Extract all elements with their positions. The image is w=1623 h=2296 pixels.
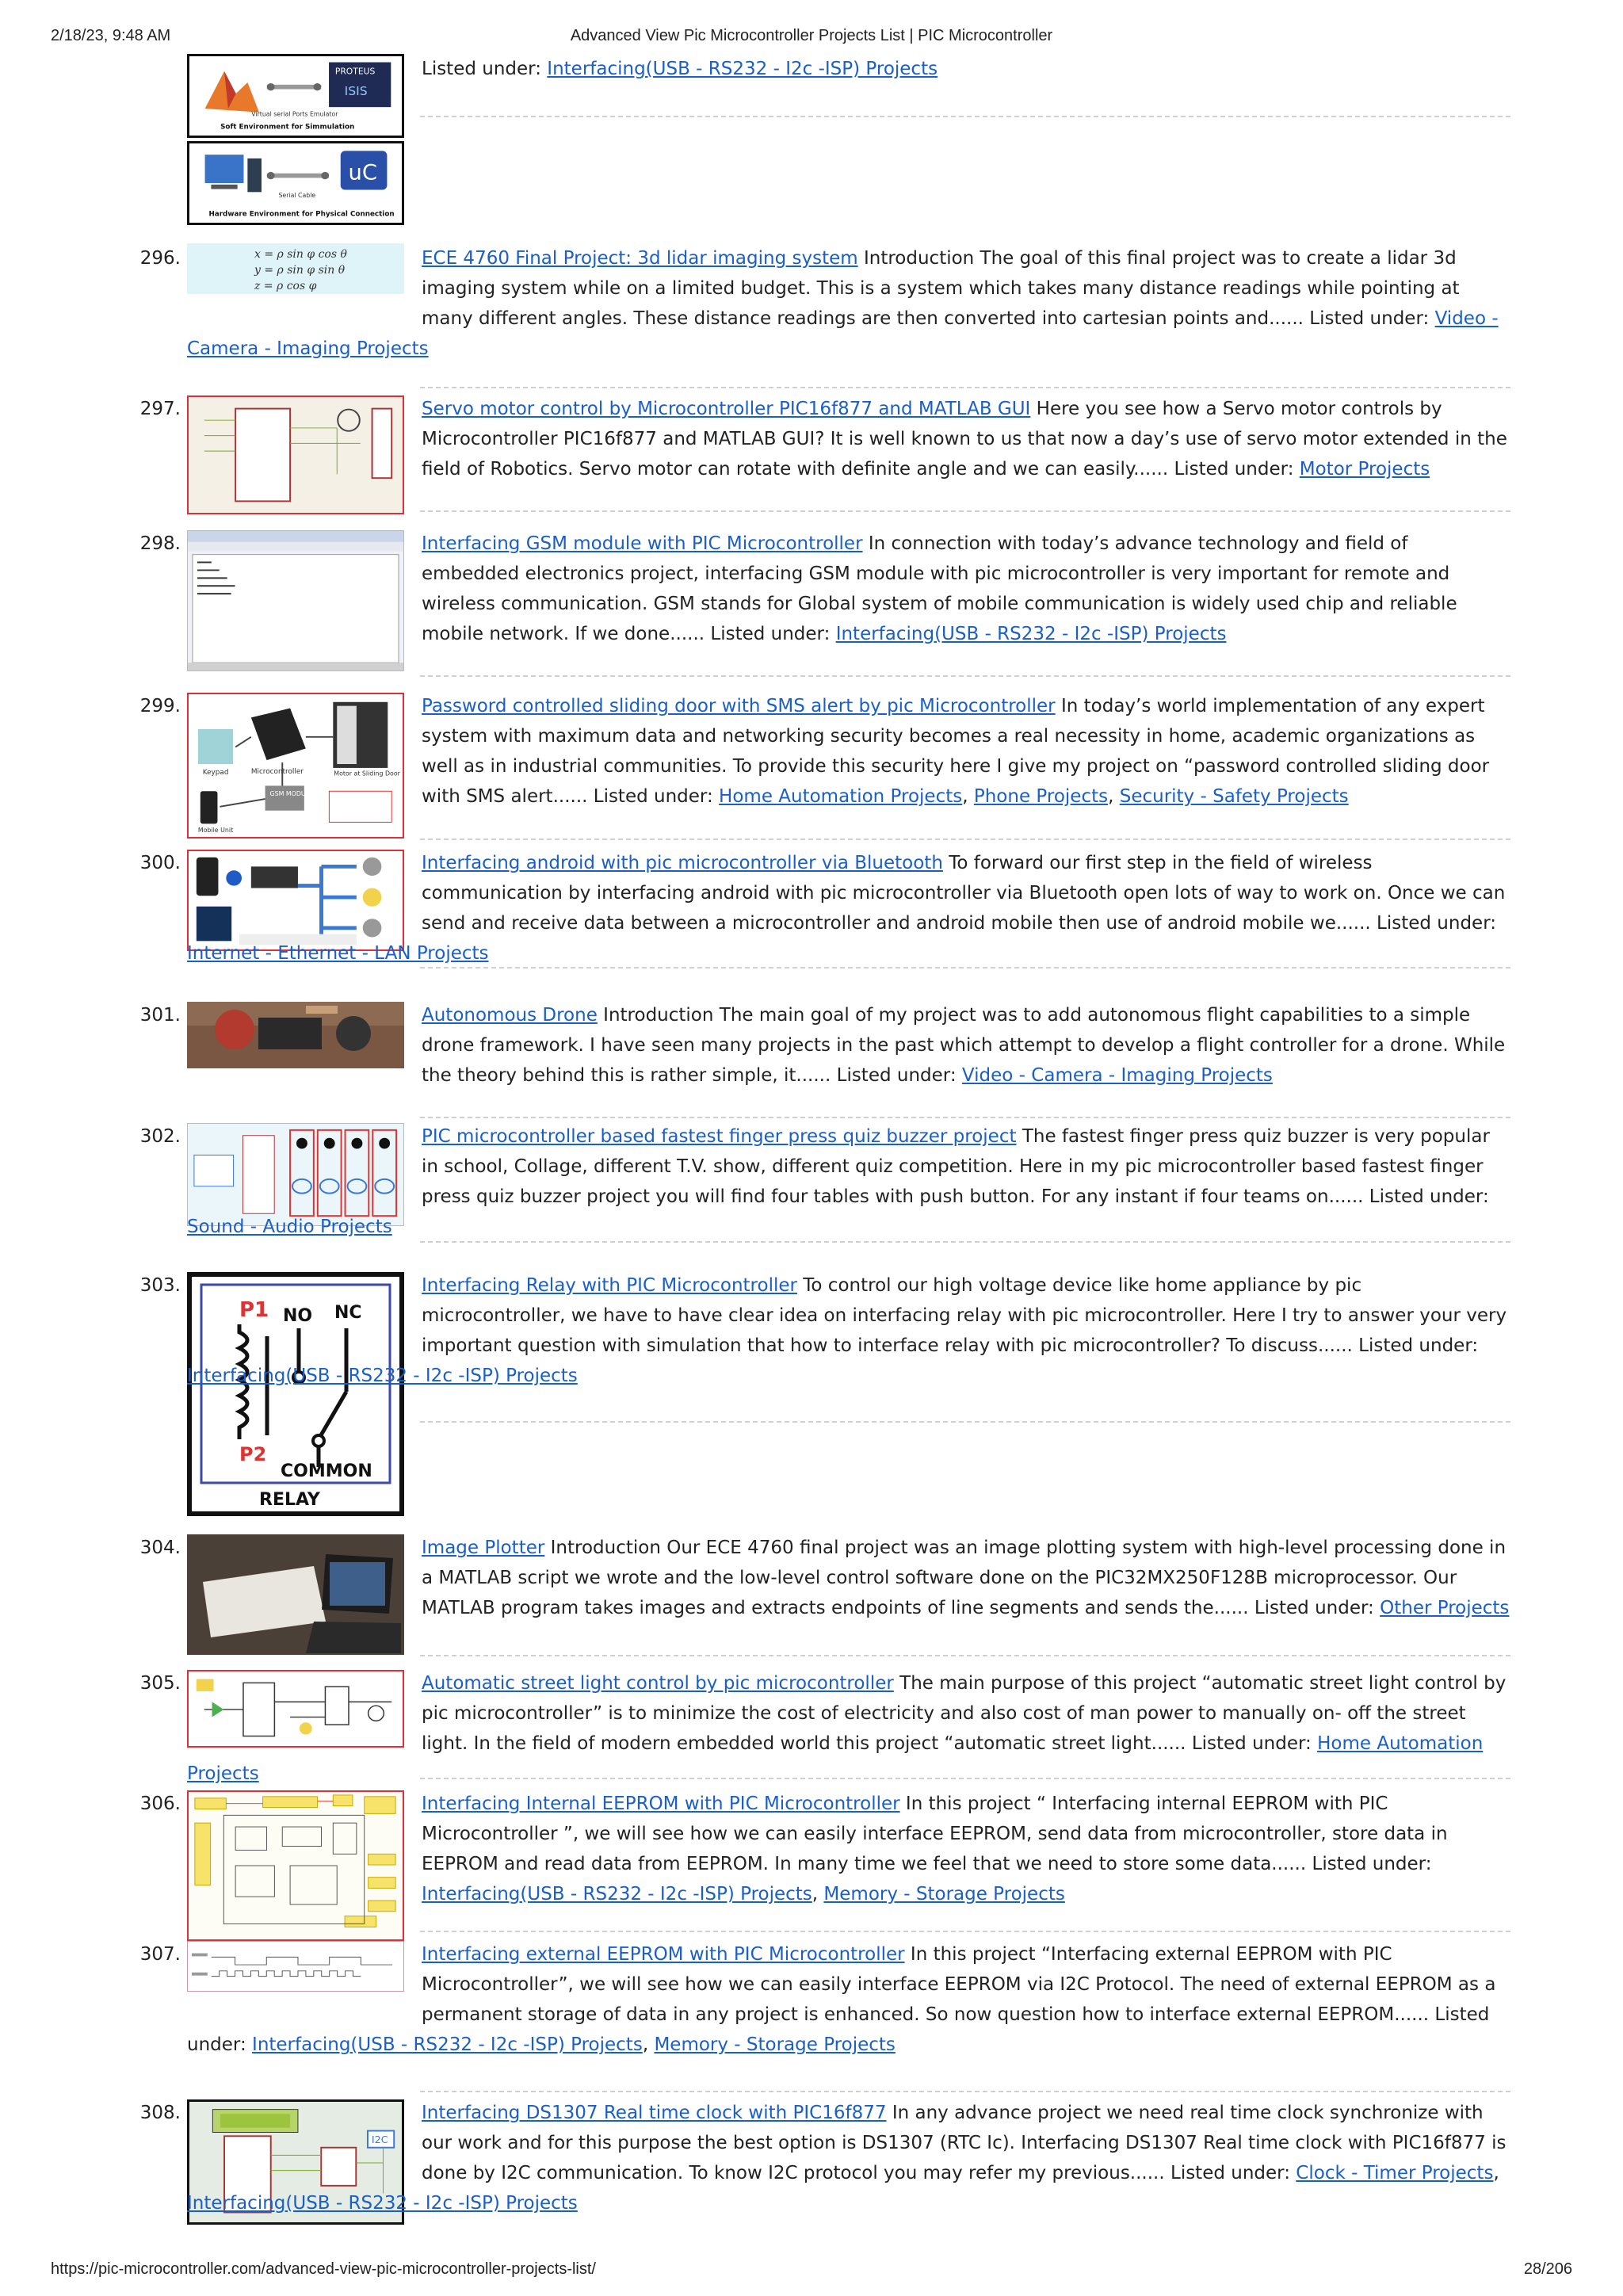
- svg-text:Serial Cable: Serial Cable: [278, 192, 316, 199]
- category-link[interactable]: Home Automation Projects: [719, 786, 963, 807]
- category-link[interactable]: Memory - Storage Projects: [823, 1884, 1065, 1904]
- svg-text:COMMON: COMMON: [281, 1461, 372, 1481]
- category-link[interactable]: Video - Camera - Imaging Projects: [961, 1065, 1273, 1086]
- item-number: 308.: [139, 2103, 181, 2123]
- category-link[interactable]: Interfacing(USB - RS232 - I2c -ISP) Projects: [422, 1884, 812, 1904]
- project-description: Introduction Our ECE 4760 final project was an image plotting system with high-level processing done in a MATLAB script we wrote and the low-level control software done on the PIC32MX250F128B microprocessor. Our MATLAB program takes images and extracts endpoints of line segments and sends the......: [422, 1538, 1507, 1618]
- item-number: 301.: [139, 1005, 181, 1026]
- svg-text:y = ρ sin φ sin θ: y = ρ sin φ sin θ: [254, 264, 346, 277]
- project-description: Introduction The main goal of my project was to add autonomous flight capabilities to a simple drone framework. I have seen many projects in the past which attempt to develop a flight controller for a drone. While the theory behind this is rather simple, it......: [422, 1005, 1506, 1086]
- item-number: 300.: [139, 853, 181, 873]
- thumbnail-hardware[interactable]: [187, 141, 404, 225]
- svg-text:GSM MODULE: GSM MODULE: [269, 790, 314, 798]
- svg-text:Soft Environment for Simmulati: Soft Environment for Simmulation: [220, 123, 355, 132]
- svg-text:x = ρ sin φ cos θ: x = ρ sin φ cos θ: [254, 248, 347, 261]
- project-description: The main purpose of this project “automatic street light control by pic microcontroller” is to minimize the cost of electricity and also cost of man power to manually on- off the street light. In the field of modern embedded world this project “automatic street light......: [422, 1673, 1507, 1754]
- svg-text:Keypad: Keypad: [202, 768, 229, 777]
- category-link[interactable]: Phone Projects: [973, 786, 1109, 807]
- project-title-link[interactable]: Automatic street light control by pic microcontroller: [422, 1673, 894, 1694]
- category-link[interactable]: Clock - Timer Projects: [1296, 2163, 1494, 2183]
- category-link[interactable]: Interfacing(USB - RS232 - I2c -ISP) Projects: [187, 1366, 578, 1386]
- page-number: 28/206: [1523, 2260, 1572, 2278]
- project-title-link[interactable]: Interfacing Relay with PIC Microcontroller: [422, 1275, 797, 1296]
- project-title-link[interactable]: Image Plotter: [422, 1538, 545, 1558]
- category-link[interactable]: Internet - Ethernet - LAN Projects: [187, 943, 489, 964]
- category-link[interactable]: Security - Safety Projects: [1119, 786, 1349, 807]
- category-link[interactable]: Interfacing(USB - RS232 - I2c -ISP) Projects: [547, 59, 938, 79]
- project-description: Here you see how a Servo motor controls by Microcontroller PIC16f877 and MATLAB GUI? It is well known to us that now a day’s use of servo motor extended in the field of Robotics. Servo motor can rotate with definite angle and we can easily......: [422, 399, 1507, 479]
- svg-text:uC: uC: [348, 160, 377, 185]
- project-title-link[interactable]: Interfacing GSM module with PIC Microcontroller: [422, 533, 863, 554]
- project-title-link[interactable]: Interfacing android with pic microcontroller via Bluetooth: [422, 853, 943, 873]
- project-description: In this project “ Interfacing internal EEPROM with PIC Microcontroller ”, we will see how we can easily interface EEPROM, send data from microcontroller, store data in EEPROM and read data from EEPROM. In many time we feel that we need to store some data......: [422, 1794, 1448, 1874]
- item-number: 302.: [139, 1126, 181, 1147]
- svg-text:P2: P2: [239, 1443, 267, 1465]
- svg-text:Virtual serial Ports Emulator: Virtual serial Ports Emulator: [251, 110, 338, 118]
- item-number: 306.: [139, 1794, 181, 1814]
- project-title-link[interactable]: ECE 4760 Final Project: 3d lidar imaging system: [422, 248, 858, 269]
- project-description: In any advance project we need real time clock synchronize with our work and for this purpose the best option is DS1307 (RTC Ic). Interfacing DS1307 Real time clock with PIC16f877 is done by I2C communication. To know I2C protocol you may refer my previous......: [422, 2103, 1507, 2183]
- item-number: 296.: [139, 248, 181, 269]
- project-title-link[interactable]: Password controlled sliding door with SMS alert by pic Microcontroller: [422, 696, 1056, 716]
- item-number: 297.: [139, 399, 181, 419]
- item-number: 299.: [139, 696, 181, 716]
- project-title-link[interactable]: PIC microcontroller based fastest finger press quiz buzzer project: [422, 1126, 1017, 1147]
- svg-text:Microcontroller: Microcontroller: [250, 767, 304, 776]
- category-link[interactable]: Motor Projects: [1299, 459, 1430, 479]
- category-link[interactable]: Other Projects: [1380, 1598, 1510, 1618]
- page-url: https://pic-microcontroller.com/advanced-view-pic-microcontroller-projects-list/: [51, 2260, 596, 2278]
- item-number: 305.: [139, 1673, 181, 1694]
- category-link[interactable]: Video - Camera - Imaging Projects: [187, 308, 1499, 359]
- project-description: Introduction The goal of this final project was to create a lidar 3d imaging system while on a limited budget. This is a system which takes many distance readings while pointing at many different angles. These distance readings are then converted into cartesian points and......: [422, 248, 1460, 329]
- project-title-link[interactable]: Autonomous Drone: [422, 1005, 598, 1026]
- project-title-link[interactable]: Servo motor control by Microcontroller PIC16f877 and MATLAB GUI: [422, 399, 1031, 419]
- category-link[interactable]: Sound - Audio Projects: [187, 1217, 392, 1237]
- project-description: In this project “Interfacing external EEPROM with PIC Microcontroller”, we will see how we can easily interface EEPROM via I2C Protocol. The need of external EEPROM as a permanent storage of data in any project is enhanced. So now question how to interface external EEPROM......: [422, 1944, 1496, 2025]
- svg-text:RELAY: RELAY: [259, 1490, 320, 1510]
- page-title: Advanced View Pic Microcontroller Projects List | PIC Microcontroller: [570, 27, 1053, 44]
- svg-text:NO: NO: [283, 1306, 313, 1326]
- svg-text:P1: P1: [239, 1298, 269, 1322]
- svg-text:z = ρ cos φ: z = ρ cos φ: [254, 280, 317, 292]
- item-number: 304.: [139, 1538, 181, 1558]
- category-link[interactable]: Interfacing(USB - RS232 - I2c -ISP) Projects: [835, 624, 1227, 644]
- project-title-link[interactable]: Interfacing external EEPROM with PIC Microcontroller: [422, 1944, 905, 1965]
- project-description: The fastest finger press quiz buzzer is very popular in school, Collage, different T.V. show, different quiz competition. Here in my pic microcontroller based fastest finger press quiz buzzer project you will find four tables with push button. For any instant if four teams on......: [422, 1126, 1490, 1207]
- svg-text:ISIS: ISIS: [344, 84, 368, 98]
- project-description: In connection with today’s advance technology and field of embedded electronics project, interfacing GSM module with pic microcontroller is very important for remote and wireless communication. GSM stands for Global system of mobile communication is widely used chip and reliable mobile network. If we done......: [422, 533, 1457, 644]
- item-number: 298.: [139, 533, 181, 554]
- svg-text:I2C: I2C: [371, 2134, 388, 2145]
- project-title-link[interactable]: Interfacing DS1307 Real time clock with PIC16f877: [422, 2103, 887, 2123]
- category-link[interactable]: Memory - Storage Projects: [654, 2034, 896, 2055]
- computer-icon: [189, 143, 402, 223]
- category-link[interactable]: Interfacing(USB - RS232 - I2c -ISP) Projects: [187, 2193, 578, 2214]
- category-link[interactable]: Home Automation Projects: [187, 1733, 1484, 1784]
- svg-text:NC: NC: [334, 1303, 362, 1323]
- print-datetime: 2/18/23, 9:48 AM: [51, 27, 171, 44]
- item-number: 307.: [139, 1944, 181, 1965]
- svg-text:Hardware Environment for Physi: Hardware Environment for Physical Connection: [208, 210, 395, 219]
- project-description: To forward our first step in the field of wireless communication by interfacing android with pic microcontroller via Bluetooth open lots of way to work on. Once we can send and receive data between a microcontroller and android mobile then use of android mobile we......: [422, 853, 1506, 934]
- svg-text:Mobile Unit: Mobile Unit: [197, 827, 234, 835]
- category-link[interactable]: Interfacing(USB - RS232 - I2c -ISP) Projects: [252, 2034, 643, 2055]
- project-description: In today’s world implementation of any expert system with maximum data and networking security becomes a real necessity in home, academic organizations as well as in industrial communities. To provide this security here I give my project on “password controlled sliding door with SMS alert......: [422, 696, 1490, 807]
- project-title-link[interactable]: Interfacing Internal EEPROM with PIC Microcontroller: [422, 1794, 900, 1814]
- item-number: 303.: [139, 1275, 181, 1296]
- svg-text:Motor at Sliding Door: Motor at Sliding Door: [334, 770, 400, 777]
- project-description: To control our high voltage device like home appliance by pic microcontroller, we have to have clear idea on interfacing relay with pic microcontroller. Here I try to answer your very important question with simulation that how to interface relay with pic microcontroller? To discuss......: [422, 1275, 1507, 1356]
- svg-text:PROTEUS: PROTEUS: [334, 67, 376, 77]
